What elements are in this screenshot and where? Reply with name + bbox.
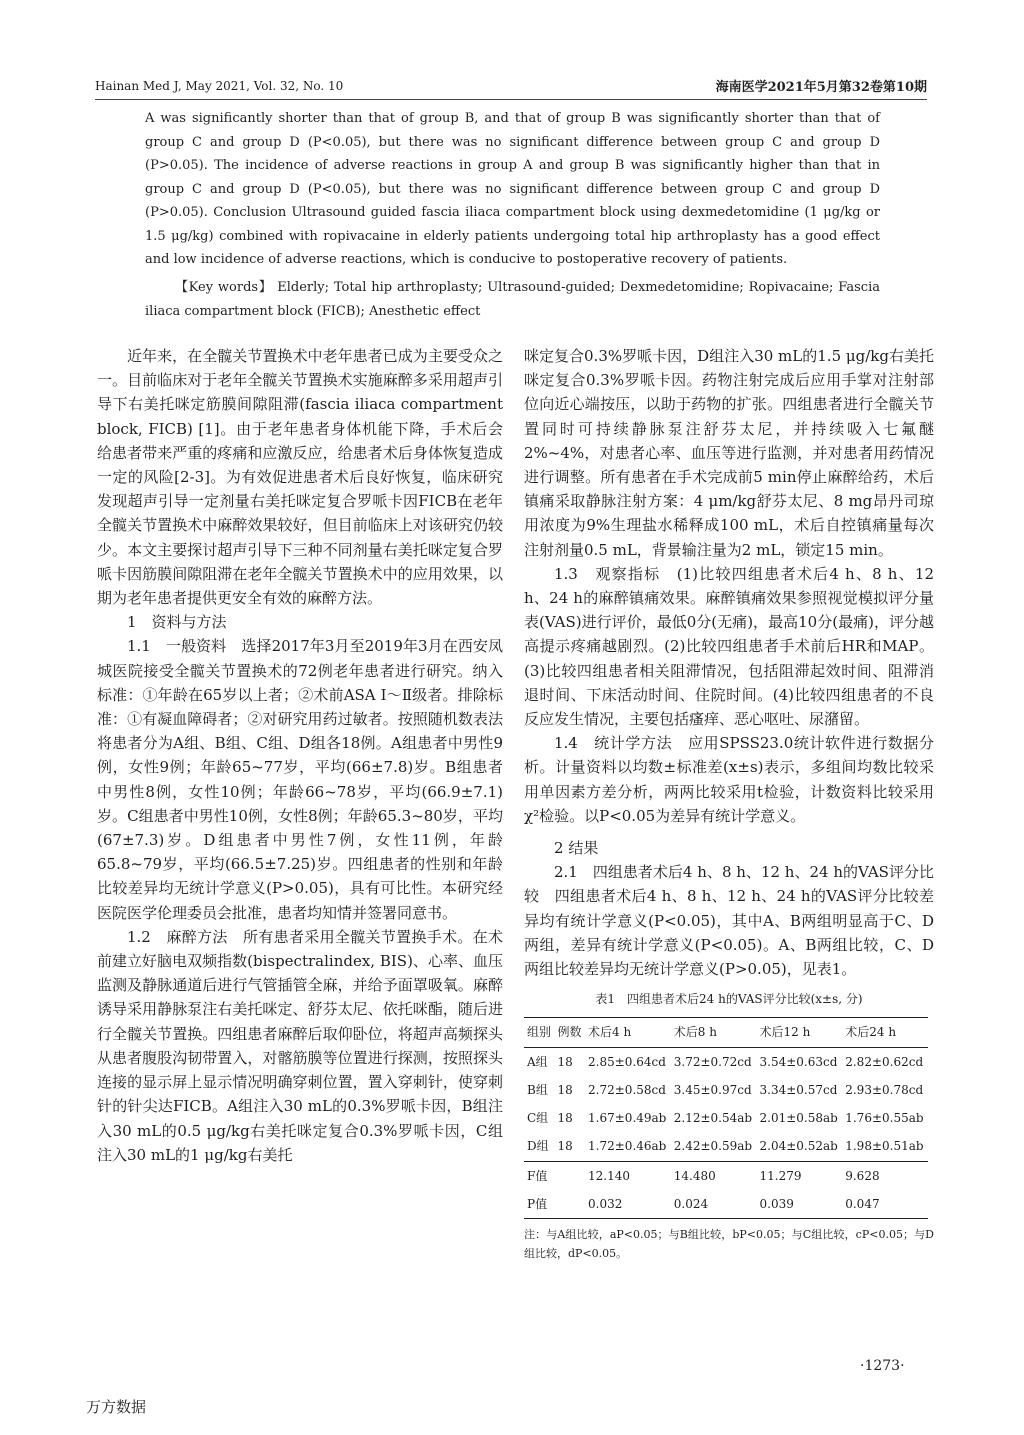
page-number: ·1273· bbox=[860, 1358, 905, 1374]
table-stat-row bbox=[524, 1161, 928, 1190]
table-cell: 9.628 bbox=[845, 1168, 880, 1183]
table-cell: 18 bbox=[557, 1082, 573, 1097]
vas-score-table bbox=[524, 1017, 928, 1218]
table-cell: 2.82±0.62cd bbox=[845, 1054, 924, 1069]
paragraph-anesthesia-method: 1.2 麻醉方法 所有患者采用全髋关节置换手术。在术前建立好脑电双频指数(bispectralindex, BIS)、心率、血压监测及静脉通道后进行气管插管全麻，并给予面罩吸氧。麻醉诱导采用静脉泵注右美托咪定、舒芬太尼、依托咪酯，随后进行全髋关节置换。四组患者麻醉后取仰卧位，将超声高频探头从患者腹股沟韧带置入，对髂筋膜等位置进行探测，按照探头连接的显示屏上显示情况明确穿刺位置，置入穿刺针，使穿刺针的针尖达FICB。A组注入30 mL的0.3%罗哌卡因，B组注入30 mL的0.5 μg/kg右美托咪定复合0.3%罗哌卡因，C组注入30 mL的1 μg/kg右美托 bbox=[97, 927, 503, 1164]
table-cell: D组 bbox=[527, 1139, 549, 1154]
table-cell: 3.45±0.97cd bbox=[673, 1082, 752, 1097]
table-header-cell: 术后24 h bbox=[845, 1025, 897, 1040]
table-header-cell: 术后12 h bbox=[759, 1025, 811, 1040]
table-cell: 3.72±0.72cd bbox=[673, 1054, 752, 1069]
table-cell: 1.72±0.46ab bbox=[588, 1139, 667, 1154]
table-cell: P值 bbox=[527, 1196, 548, 1211]
section-heading-results bbox=[524, 836, 934, 860]
table-cell: 0.047 bbox=[845, 1196, 880, 1211]
table-row bbox=[524, 1104, 928, 1132]
table-cell: 2.01±0.58ab bbox=[759, 1111, 838, 1126]
results-title: 结果 bbox=[568, 839, 599, 858]
table-header-cell: 术后4 h bbox=[588, 1025, 632, 1040]
table-cell: 2.12±0.54ab bbox=[673, 1111, 753, 1126]
table-cell: 2.72±0.58cd bbox=[588, 1082, 666, 1097]
table-cell: 2.04±0.52ab bbox=[759, 1139, 838, 1154]
table-row bbox=[524, 1076, 928, 1104]
results-number: 2 bbox=[554, 839, 564, 858]
table-row bbox=[524, 1047, 928, 1076]
table-cell: B组 bbox=[527, 1082, 548, 1097]
header-divider bbox=[95, 99, 927, 100]
paragraph-vas-results: 2.1 四组患者术后4 h、8 h、12 h、24 h的VAS评分比较 四组患者术后4 h、8 h、12 h、24 h的VAS评分比较差异均有统计学意义(P<0.05)，其中A、B两组明显高于C、D两组，差异有统计学意义(P<0.05)。A、B两组比较，C、D两组比较差异均无统计学意义(P>0.05)，见表1。 bbox=[524, 863, 934, 979]
table-cell: 2.85±0.64cd bbox=[588, 1054, 666, 1069]
table-cell: 18 bbox=[557, 1054, 573, 1069]
abstract-text: A was significantly shorter than that of group B, and that of group B was significantly shorter than that of group C and group D (P<0.05), but there was no significant difference between group C and group D (P>0.05). The incidence of adverse reactions in group A and group B was significantly higher than that in group C and group D (P<0.05), but there was no significant difference between group C and group D (P>0.05). Conclusion Ultrasound guided fascia iliaca compartment block using dexmedetomidine (1 μg/kg or 1.5 μg/kg) combined with ropivacaine in elderly patients undergoing total hip arthroplasty has a good effect and low incidence of adverse reactions, which is conducive to postoperative recovery of patients. bbox=[145, 111, 880, 267]
table-cell: 0.039 bbox=[759, 1196, 794, 1211]
table-header-cell: 例数 bbox=[557, 1025, 582, 1040]
intro-paragraph: 近年来，在全髋关节置换术中老年患者已成为主要受众之一。目前临床对于老年全髋关节置换术实施麻醉多采用超声引导下右美托咪定筋膜间隙阻滞(fascia iliaca compartment block, FICB) [1]。由于老年患者身体机能下降，手术后会给患者带来严重的疼痛和应激反应，给患者术后身体恢复造成一定的风险[2-3]。为有效促进患者术后良好恢复，临床研究发现超声引导一定剂量右美托咪定复合罗哌卡因FICB在老年全髋关节置换术中麻醉效果较好，但目前临床上对该研究仍较少。本文主要探讨超声引导下三种不同剂量右美托咪定复合罗哌卡因筋膜间隙阻滞在老年全髋关节置换术中的应用效果，以期为老年患者提供更安全有效的麻醉方法。 bbox=[97, 347, 503, 608]
table-cell: C组 bbox=[527, 1111, 549, 1126]
table-cell: 2.93±0.78cd bbox=[845, 1082, 924, 1097]
table-cell: F值 bbox=[527, 1168, 548, 1183]
table-cell: A组 bbox=[527, 1054, 548, 1069]
table-cell: 1.98±0.51ab bbox=[845, 1139, 924, 1154]
table-cell: 1.67±0.49ab bbox=[588, 1111, 667, 1126]
table-note: 注：与A组比较，aP<0.05；与B组比较，bP<0.05；与C组比较，cP<0.05；与D组比较，dP<0.05。 bbox=[524, 1227, 934, 1260]
table-cell: 18 bbox=[557, 1139, 573, 1154]
table-cell: 11.279 bbox=[759, 1168, 802, 1183]
right-column bbox=[524, 344, 934, 1263]
table-cell: 2.42±0.59ab bbox=[673, 1139, 753, 1154]
table-cell: 1.76±0.55ab bbox=[845, 1111, 924, 1126]
table-cell: 12.140 bbox=[588, 1168, 631, 1183]
section-heading-methods: 1 资料与方法 bbox=[127, 613, 227, 632]
paragraph-statistics: 1.4 统计学方法 应用SPSS23.0统计软件进行数据分析。计量资料以均数±标准差(x±s)表示，多组间均数比较采用单因素方差分析，两两比较采用t检验，计数资料比较采用χ²检验。以P<0.05为差异有统计学意义。 bbox=[524, 734, 934, 825]
table-header-row bbox=[524, 1018, 928, 1047]
paragraph-general-data: 1.1 一般资料 选择2017年3月至2019年3月在西安凤城医院接受全髋关节置换术的72例老年患者进行研究。纳入标准：①年龄在65岁以上者；②术前ASA Ⅰ～Ⅱ级者。排除标准：①有凝血障碍者；②对研究用药过敏者。按照随机数表法将患者分为A组、B组、C组、D组各18例。A组患者中男性9例，女性9例；年龄65~77岁，平均(66±7.8)岁。B组患者中男性8例，女性10例；年龄66~78岁，平均(66.9±7.1)岁。C组患者中男性10例，女性8例；年龄65.3~80岁，平均(67±7.3)岁。D组患者中男性7例，女性11例，年龄65.8~79岁，平均(66.5±7.25)岁。四组患者的性别和年龄比较差异均无统计学意义(P>0.05)，具有可比性。本研究经医院医学伦理委员会批准，患者均知情并签署同意书。 bbox=[97, 637, 503, 922]
table-header-cell: 术后8 h bbox=[673, 1025, 717, 1040]
table-header-cell: 组别 bbox=[527, 1025, 552, 1040]
table-cell: 14.480 bbox=[673, 1168, 716, 1183]
table-cell: 0.024 bbox=[673, 1196, 709, 1211]
keywords-text: Elderly; Total hip arthroplasty; Ultrasound-guided; Dexmedetomidine; Ropivacaine; Fascia iliaca compartment block (FICB); Anesthetic effect bbox=[145, 280, 880, 319]
table-cell: 3.34±0.57cd bbox=[759, 1082, 838, 1097]
footer-brand: 万方数据 bbox=[86, 1398, 147, 1416]
keywords-paragraph bbox=[145, 276, 880, 323]
table-cell: 18 bbox=[557, 1111, 573, 1126]
table-stat-row bbox=[524, 1190, 928, 1219]
table-cell: 0.032 bbox=[588, 1196, 623, 1211]
journal-header-right: 海南医学2021年5月第32卷第10期 bbox=[715, 80, 927, 95]
table-cell: 3.54±0.63cd bbox=[759, 1054, 838, 1069]
table-cell bbox=[555, 1161, 586, 1190]
paragraph-observation-indexes: 1.3 观察指标 (1)比较四组患者术后4 h、8 h、12 h、24 h的麻醉镇痛效果。麻醉镇痛效果参照视觉模拟评分量表(VAS)进行评价，最低0分(无痛)，最高10分(最痛)，评分越高提示疼痛越剧烈。(2)比较四组患者手术前后HR和MAP。(3)比较四组患者相关阻滞情况，包括阻滞起效时间、阻滞消退时间、下床活动时间、住院时间。(4)比较四组患者的不良反应发生情况，主要包括瘙痒、恶心呕吐、尿潴留。 bbox=[524, 564, 934, 729]
table-caption: 表1 四组患者术后24 h的VAS评分比较(x±s, 分) bbox=[595, 992, 863, 1007]
paragraph-anesthesia-continued: 咪定复合0.3%罗哌卡因，D组注入30 mL的1.5 μg/kg右美托咪定复合0.3%罗哌卡因。药物注射完成后应用手掌对注射部位向近心端按压，以助于药物的扩张。四组患者进行全髋关节置同时可持续静脉泵注舒芬太尼，并持续吸入七氟醚2%~4%，对患者心率、血压等进行监测，并对患者用药情况进行调整。所有患者在手术完成前5 min停止麻醉给药，术后镇痛采取静脉注射方案：4 μm/kg舒芬太尼、8 mg昂丹司琼用浓度为9%生理盐水稀释成100 mL，术后自控镇痛量每次注射剂量0.5 mL，背景输注量为2 mL，锁定15 min。 bbox=[524, 347, 934, 559]
left-column bbox=[97, 344, 503, 1167]
keywords-label: 【Key words】 bbox=[175, 280, 273, 295]
table-cell bbox=[555, 1190, 586, 1219]
table-row bbox=[524, 1132, 928, 1161]
journal-header-left: Hainan Med J, May 2021, Vol. 32, No. 10 bbox=[95, 79, 344, 93]
